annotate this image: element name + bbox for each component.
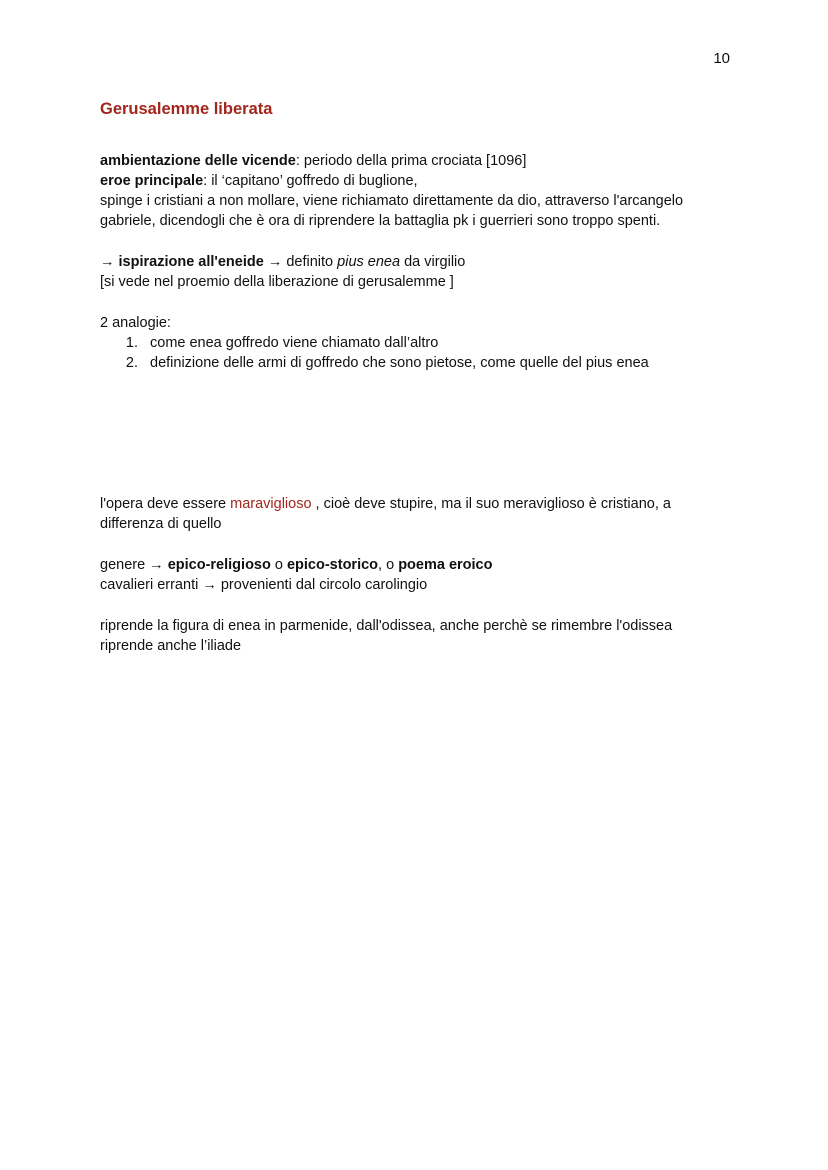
ambientazione-label: ambientazione delle vicende [100,153,296,169]
ambientazione-line [100,151,526,171]
ispirazione-mid: → definito [263,254,338,270]
document-title: Gerusalemme liberata [100,100,273,118]
opera-line-2: differenza di quello [100,516,222,532]
genere-line [100,555,492,575]
list-number: 2. [125,355,138,371]
ispirazione-line [100,252,465,272]
genere-o-2: , o [378,557,399,573]
riprende-line-1: riprende la figura di enea in parmenide, dall'odissea, anche perchè se rimembre l'odissea [100,618,673,634]
opera-before: l'opera deve essere [100,496,231,512]
arrow-icon: → [100,254,119,270]
genere-bold-3: poema eroico [398,557,493,573]
spinge-line-1: spinge i cristiani a non mollare, viene richiamato direttamente da dio, attraverso l'arcangelo [100,193,684,209]
proemio-line: [si vede nel proemio della liberazione di gerusalemme ] [100,274,454,290]
opera-line-1 [100,494,671,514]
riprende-line-2: riprende anche l’iliade [100,638,242,654]
spinge-line-2: gabriele, dicendogli che è ora di riprendere la battaglia pk i guerrieri sono troppo spenti. [100,213,661,229]
ispirazione-label: ispirazione all'eneide [118,254,264,270]
list-text: come enea goffredo viene chiamato dall’altro [150,335,439,351]
opera-after: , cioè deve stupire, ma il suo meraviglioso è cristiano, a [311,496,671,512]
eroe-label: eroe principale [100,173,204,189]
cavalieri-line: cavalieri erranti → provenienti dal circolo carolingio [100,577,428,593]
ambientazione-text: : periodo della prima crociata [1096] [295,153,527,169]
opera-highlight: maraviglioso [230,496,312,512]
genere-prefix: genere → [100,557,168,573]
genere-bold-2: epico-storico [286,557,379,573]
genere-bold-1: epico-religioso [167,557,271,573]
list-text: definizione delle armi di goffredo che sono pietose, come quelle del pius enea [150,355,649,371]
eroe-line [100,171,418,191]
page-number: 10 [713,50,730,67]
analogie-heading: 2 analogie: [100,315,171,331]
ispirazione-italic: pius enea [337,254,401,270]
ispirazione-end: da virgilio [400,254,466,270]
eroe-text: : il ‘capitano’ goffredo di buglione, [203,173,418,189]
list-number: 1. [125,335,138,351]
genere-o-1: o [270,557,287,573]
